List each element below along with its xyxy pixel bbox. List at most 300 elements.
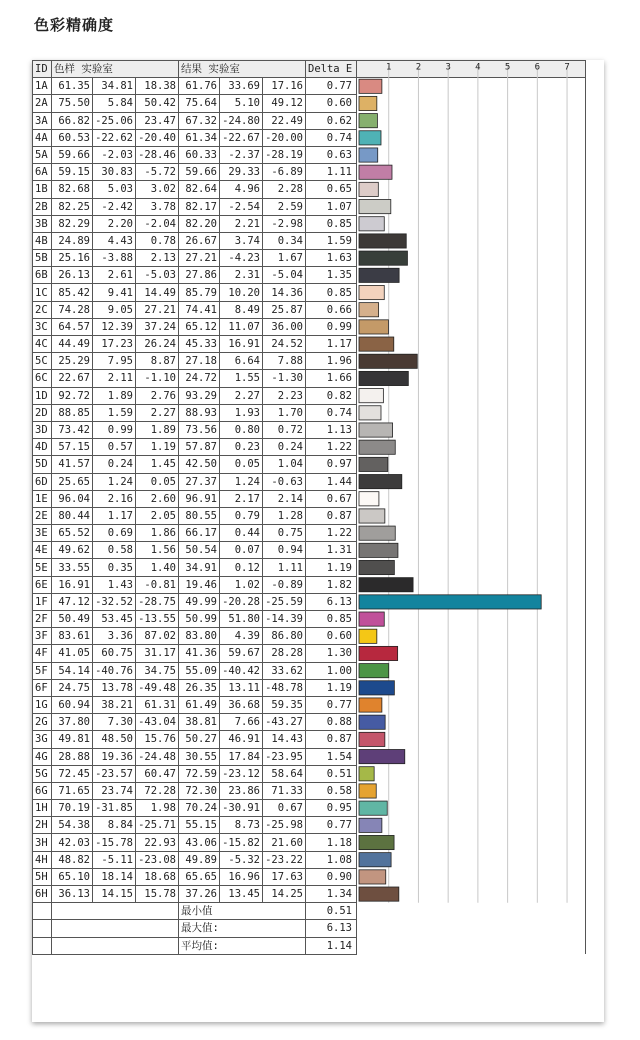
delta-e-value: 1.59	[306, 232, 357, 249]
sample-lab-value: 24.75	[52, 679, 93, 696]
sample-lab-value: 14.15	[93, 886, 136, 903]
bar-cell	[357, 267, 586, 284]
bar-cell	[357, 232, 586, 249]
table-row	[33, 679, 586, 696]
axis-tick-label: 1	[385, 62, 391, 73]
sample-lab-value: 2.16	[93, 490, 136, 507]
result-lab-value: 55.15	[179, 817, 220, 834]
sample-lab-value: 82.25	[52, 198, 93, 215]
table-row	[33, 181, 586, 198]
sample-lab-value: 1.43	[93, 576, 136, 593]
delta-e-value: 1.13	[306, 421, 357, 438]
result-lab-value: 17.16	[263, 78, 306, 95]
table-row	[33, 439, 586, 456]
patch-id: 3A	[33, 112, 52, 129]
sample-lab-value: 7.95	[93, 353, 136, 370]
delta-e-value: 1.96	[306, 353, 357, 370]
table-row	[33, 267, 586, 284]
sample-lab-value: -22.62	[93, 129, 136, 146]
sample-lab-value: 2.13	[136, 250, 179, 267]
patch-id: 3F	[33, 628, 52, 645]
result-lab-value: 16.96	[220, 868, 263, 885]
patch-id: 3G	[33, 731, 52, 748]
sample-lab-value: 61.35	[52, 78, 93, 95]
table-row	[33, 198, 586, 215]
patch-id: 4C	[33, 336, 52, 353]
bar-cell	[357, 370, 586, 387]
patch-id: 4H	[33, 851, 52, 868]
sample-lab-value: 72.28	[136, 782, 179, 799]
result-lab-value: 0.12	[220, 559, 263, 576]
bar-cell	[357, 387, 586, 404]
summary-value: 1.14	[306, 937, 357, 954]
table-row	[33, 387, 586, 404]
patch-id: 3H	[33, 834, 52, 851]
table-row	[33, 886, 586, 903]
patch-id: 6B	[33, 267, 52, 284]
delta-e-value: 1.22	[306, 439, 357, 456]
summary-spacer-id	[33, 937, 52, 954]
summary-label: 最小值	[179, 903, 306, 920]
sample-lab-value: 1.89	[93, 387, 136, 404]
result-lab-value: 5.10	[220, 95, 263, 112]
result-lab-value: 43.06	[179, 834, 220, 851]
delta-e-value: 1.31	[306, 542, 357, 559]
sample-lab-value: 14.49	[136, 284, 179, 301]
bar-cell	[357, 662, 586, 679]
axis-tick-label: 3	[444, 62, 451, 73]
color-accuracy-table	[32, 60, 586, 955]
table-row	[33, 662, 586, 679]
sample-lab-value: 41.57	[52, 456, 93, 473]
sample-lab-value: 15.78	[136, 886, 179, 903]
summary-value: 6.13	[306, 920, 357, 937]
table-row	[33, 696, 586, 713]
result-lab-value: 59.35	[263, 696, 306, 713]
patch-id: 6A	[33, 164, 52, 181]
result-lab-value: 27.37	[179, 473, 220, 490]
result-lab-value: 2.59	[263, 198, 306, 215]
result-lab-value: 19.46	[179, 576, 220, 593]
patch-id: 3C	[33, 318, 52, 335]
sample-lab-value: 0.58	[93, 542, 136, 559]
sample-lab-value: 1.59	[93, 404, 136, 421]
result-lab-value: 37.26	[179, 886, 220, 903]
delta-e-value: 1.07	[306, 198, 357, 215]
result-lab-value: 1.04	[263, 456, 306, 473]
sample-lab-value: 27.21	[136, 301, 179, 318]
table-row	[33, 129, 586, 146]
patch-id: 4G	[33, 748, 52, 765]
result-lab-value: 1.28	[263, 507, 306, 524]
result-lab-value: 67.32	[179, 112, 220, 129]
result-lab-value: 30.55	[179, 748, 220, 765]
sample-lab-value: -28.46	[136, 146, 179, 163]
result-lab-value: 25.87	[263, 301, 306, 318]
table-row	[33, 800, 586, 817]
table-row	[33, 851, 586, 868]
delta-e-value: 0.51	[306, 765, 357, 782]
bar-cell	[357, 559, 586, 576]
delta-e-value: 0.77	[306, 817, 357, 834]
bar-cell	[357, 129, 586, 146]
bar-cell	[357, 507, 586, 524]
sample-lab-value: 18.14	[93, 868, 136, 885]
bar-cell	[357, 542, 586, 559]
sample-lab-value: 22.67	[52, 370, 93, 387]
sample-lab-value: -0.81	[136, 576, 179, 593]
result-lab-value: 0.05	[220, 456, 263, 473]
result-lab-value: 10.20	[220, 284, 263, 301]
table-row	[33, 559, 586, 576]
result-lab-value: 86.80	[263, 628, 306, 645]
sample-lab-value: 13.78	[93, 679, 136, 696]
result-lab-value: 85.79	[179, 284, 220, 301]
result-lab-value: 71.33	[263, 782, 306, 799]
sample-lab-value: 2.61	[93, 267, 136, 284]
sample-lab-value: 7.30	[93, 714, 136, 731]
sample-lab-value: 80.44	[52, 507, 93, 524]
sample-lab-value: 1.17	[93, 507, 136, 524]
patch-id: 1D	[33, 387, 52, 404]
bar-cell	[357, 250, 586, 267]
header-delta-e: Delta E	[306, 61, 357, 78]
result-lab-value: 28.28	[263, 645, 306, 662]
result-lab-value: 88.93	[179, 404, 220, 421]
summary-bar-cell	[357, 920, 586, 937]
sample-lab-value: 61.31	[136, 696, 179, 713]
patch-id: 1E	[33, 490, 52, 507]
table-row	[33, 146, 586, 163]
result-lab-value: 75.64	[179, 95, 220, 112]
delta-e-value: 1.66	[306, 370, 357, 387]
patch-id: 6F	[33, 679, 52, 696]
table-row	[33, 611, 586, 628]
sample-lab-value: -25.71	[136, 817, 179, 834]
delta-e-value: 0.97	[306, 456, 357, 473]
result-lab-value: -0.89	[263, 576, 306, 593]
sample-lab-value: 9.41	[93, 284, 136, 301]
result-lab-value: 17.84	[220, 748, 263, 765]
sample-lab-value: 36.13	[52, 886, 93, 903]
table-row	[33, 748, 586, 765]
result-lab-value: 65.12	[179, 318, 220, 335]
result-lab-value: -14.39	[263, 611, 306, 628]
sample-lab-value: 2.76	[136, 387, 179, 404]
table-row	[33, 284, 586, 301]
bar-cell	[357, 181, 586, 198]
result-lab-value: 26.67	[179, 232, 220, 249]
result-lab-value: 0.79	[220, 507, 263, 524]
delta-e-value: 0.58	[306, 782, 357, 799]
bar-cell	[357, 198, 586, 215]
patch-id: 2C	[33, 301, 52, 318]
result-lab-value: 4.39	[220, 628, 263, 645]
delta-e-value: 1.18	[306, 834, 357, 851]
result-lab-value: -1.30	[263, 370, 306, 387]
bar-cell	[357, 645, 586, 662]
result-lab-value: 14.43	[263, 731, 306, 748]
sample-lab-value: 42.03	[52, 834, 93, 851]
sample-lab-value: -13.55	[136, 611, 179, 628]
sample-lab-value: 50.49	[52, 611, 93, 628]
result-lab-value: -23.22	[263, 851, 306, 868]
patch-id: 1F	[33, 593, 52, 610]
result-lab-value: 82.20	[179, 215, 220, 232]
sample-lab-value: 70.19	[52, 800, 93, 817]
result-lab-value: -20.28	[220, 593, 263, 610]
result-lab-value: 49.99	[179, 593, 220, 610]
sample-lab-value: -15.78	[93, 834, 136, 851]
sample-lab-value: -49.48	[136, 679, 179, 696]
table-row	[33, 628, 586, 645]
result-lab-value: 6.64	[220, 353, 263, 370]
patch-id: 6C	[33, 370, 52, 387]
patch-id: 5F	[33, 662, 52, 679]
sample-lab-value: 25.65	[52, 473, 93, 490]
sample-lab-value: 54.38	[52, 817, 93, 834]
result-lab-value: -2.54	[220, 198, 263, 215]
result-lab-value: 21.60	[263, 834, 306, 851]
result-lab-value: 50.99	[179, 611, 220, 628]
result-lab-value: 14.36	[263, 284, 306, 301]
bar-cell	[357, 301, 586, 318]
sample-lab-value: -2.04	[136, 215, 179, 232]
bar-cell	[357, 112, 586, 129]
delta-e-value: 6.13	[306, 593, 357, 610]
patch-id: 5D	[33, 456, 52, 473]
result-lab-value: 50.27	[179, 731, 220, 748]
result-lab-value: 4.96	[220, 181, 263, 198]
delta-e-value: 1.34	[306, 886, 357, 903]
sample-lab-value: -31.85	[93, 800, 136, 817]
sample-lab-value: 30.83	[93, 164, 136, 181]
sample-lab-value: -20.40	[136, 129, 179, 146]
sample-lab-value: 1.89	[136, 421, 179, 438]
result-lab-value: 49.12	[263, 95, 306, 112]
sample-lab-value: -5.11	[93, 851, 136, 868]
summary-value: 0.51	[306, 903, 357, 920]
sample-lab-value: -2.03	[93, 146, 136, 163]
bar-cell	[357, 696, 586, 713]
result-lab-value: 16.91	[220, 336, 263, 353]
bar-cell	[357, 456, 586, 473]
sample-lab-value: -32.52	[93, 593, 136, 610]
result-lab-value: 27.18	[179, 353, 220, 370]
bar-cell	[357, 164, 586, 181]
axis-tick-label: 4	[474, 62, 481, 73]
sample-lab-value: 5.03	[93, 181, 136, 198]
result-lab-value: 8.49	[220, 301, 263, 318]
delta-e-value: 0.77	[306, 696, 357, 713]
sample-lab-value: 37.24	[136, 318, 179, 335]
table-row	[33, 817, 586, 834]
table-row	[33, 164, 586, 181]
bar-cell	[357, 95, 586, 112]
sample-lab-value: 9.05	[93, 301, 136, 318]
patch-id: 3D	[33, 421, 52, 438]
patch-id: 1A	[33, 78, 52, 95]
table-row	[33, 473, 586, 490]
delta-e-value: 0.60	[306, 95, 357, 112]
bar-cell	[357, 525, 586, 542]
bar-cell	[357, 868, 586, 885]
table-row	[33, 507, 586, 524]
sample-lab-value: 48.50	[93, 731, 136, 748]
delta-e-value: 1.35	[306, 267, 357, 284]
result-lab-value: 13.45	[220, 886, 263, 903]
result-lab-value: 0.80	[220, 421, 263, 438]
sample-lab-value: -25.06	[93, 112, 136, 129]
bar-cell	[357, 611, 586, 628]
axis-tick-label: 6	[534, 62, 540, 73]
result-lab-value: 29.33	[220, 164, 263, 181]
table-row	[33, 714, 586, 731]
sample-lab-value: 0.05	[136, 473, 179, 490]
sample-lab-value: 23.74	[93, 782, 136, 799]
sample-lab-value: 18.68	[136, 868, 179, 885]
result-lab-value: 7.66	[220, 714, 263, 731]
result-lab-value: 49.89	[179, 851, 220, 868]
summary-body	[33, 903, 586, 955]
delta-e-value: 1.30	[306, 645, 357, 662]
result-lab-value: -2.37	[220, 146, 263, 163]
sample-lab-value: 1.86	[136, 525, 179, 542]
sample-lab-value: 34.75	[136, 662, 179, 679]
bar-cell	[357, 318, 586, 335]
sample-lab-value: 2.20	[93, 215, 136, 232]
result-lab-value: 8.73	[220, 817, 263, 834]
bar-cell	[357, 851, 586, 868]
result-lab-value: 73.56	[179, 421, 220, 438]
sample-lab-value: 41.05	[52, 645, 93, 662]
result-lab-value: -5.04	[263, 267, 306, 284]
summary-row	[33, 903, 586, 920]
result-lab-value: 26.35	[179, 679, 220, 696]
table-row	[33, 78, 586, 95]
result-lab-value: 58.64	[263, 765, 306, 782]
result-lab-value: -23.95	[263, 748, 306, 765]
result-lab-value: 70.24	[179, 800, 220, 817]
sample-lab-value: 8.84	[93, 817, 136, 834]
delta-e-value: 0.74	[306, 129, 357, 146]
table-row	[33, 95, 586, 112]
result-lab-value: 7.88	[263, 353, 306, 370]
table-row	[33, 112, 586, 129]
sample-lab-value: 22.93	[136, 834, 179, 851]
sample-lab-value: -3.88	[93, 250, 136, 267]
result-lab-value: 72.59	[179, 765, 220, 782]
result-lab-value: 72.30	[179, 782, 220, 799]
sample-lab-value: 1.19	[136, 439, 179, 456]
sample-lab-value: 1.45	[136, 456, 179, 473]
result-lab-value: 27.21	[179, 250, 220, 267]
result-lab-value: 1.93	[220, 404, 263, 421]
sample-lab-value: 38.21	[93, 696, 136, 713]
patch-id: 5B	[33, 250, 52, 267]
sample-lab-value: 8.87	[136, 353, 179, 370]
result-lab-value: 0.23	[220, 439, 263, 456]
result-lab-value: 83.80	[179, 628, 220, 645]
sample-lab-value: 24.89	[52, 232, 93, 249]
result-lab-value: 59.67	[220, 645, 263, 662]
bar-cell	[357, 886, 586, 903]
sample-lab-value: -24.48	[136, 748, 179, 765]
result-lab-value: 3.74	[220, 232, 263, 249]
sample-lab-value: 49.62	[52, 542, 93, 559]
sample-lab-value: 64.57	[52, 318, 93, 335]
result-lab-value: 17.63	[263, 868, 306, 885]
result-lab-value: 66.17	[179, 525, 220, 542]
result-lab-value: 27.86	[179, 267, 220, 284]
sample-lab-value: 72.45	[52, 765, 93, 782]
sample-lab-value: 59.15	[52, 164, 93, 181]
patch-id: 4A	[33, 129, 52, 146]
sample-lab-value: 12.39	[93, 318, 136, 335]
result-lab-value: -43.27	[263, 714, 306, 731]
sample-lab-value: -23.57	[93, 765, 136, 782]
patch-id: 3E	[33, 525, 52, 542]
sample-lab-value: 25.29	[52, 353, 93, 370]
sample-lab-value: 1.24	[93, 473, 136, 490]
sample-lab-value: 0.24	[93, 456, 136, 473]
bar-cell	[357, 731, 586, 748]
sample-lab-value: 60.75	[93, 645, 136, 662]
sample-lab-value: 60.53	[52, 129, 93, 146]
delta-e-value: 1.19	[306, 679, 357, 696]
header-id: ID	[33, 61, 52, 78]
sample-lab-value: 49.81	[52, 731, 93, 748]
delta-e-value: 0.99	[306, 318, 357, 335]
delta-e-value: 0.66	[306, 301, 357, 318]
sample-lab-value: 65.52	[52, 525, 93, 542]
delta-e-value: 1.17	[306, 336, 357, 353]
sample-lab-value: -5.72	[136, 164, 179, 181]
result-lab-value: 0.67	[263, 800, 306, 817]
result-lab-value: 57.87	[179, 439, 220, 456]
sample-lab-value: 92.72	[52, 387, 93, 404]
sample-lab-value: 60.47	[136, 765, 179, 782]
sample-lab-value: 48.82	[52, 851, 93, 868]
delta-e-value: 1.08	[306, 851, 357, 868]
sample-lab-value: 66.82	[52, 112, 93, 129]
sample-lab-value: 2.11	[93, 370, 136, 387]
result-lab-value: 0.75	[263, 525, 306, 542]
axis-tick-label: 5	[504, 62, 510, 73]
sample-lab-value: 47.12	[52, 593, 93, 610]
result-lab-value: 0.24	[263, 439, 306, 456]
bar-cell	[357, 714, 586, 731]
bar-cell	[357, 834, 586, 851]
patch-id: 2D	[33, 404, 52, 421]
bar-cell	[357, 78, 586, 95]
patch-id: 4E	[33, 542, 52, 559]
axis-header	[357, 61, 586, 78]
result-lab-value: -25.59	[263, 593, 306, 610]
patch-id: 2F	[33, 611, 52, 628]
sample-lab-value: -5.03	[136, 267, 179, 284]
sample-lab-value: 28.88	[52, 748, 93, 765]
result-lab-value: -6.89	[263, 164, 306, 181]
result-lab-value: 33.69	[220, 78, 263, 95]
result-lab-value: 0.34	[263, 232, 306, 249]
bar-cell	[357, 782, 586, 799]
delta-e-value: 0.62	[306, 112, 357, 129]
result-lab-value: -0.63	[263, 473, 306, 490]
bar-cell	[357, 421, 586, 438]
patch-id: 6H	[33, 886, 52, 903]
table-row	[33, 456, 586, 473]
